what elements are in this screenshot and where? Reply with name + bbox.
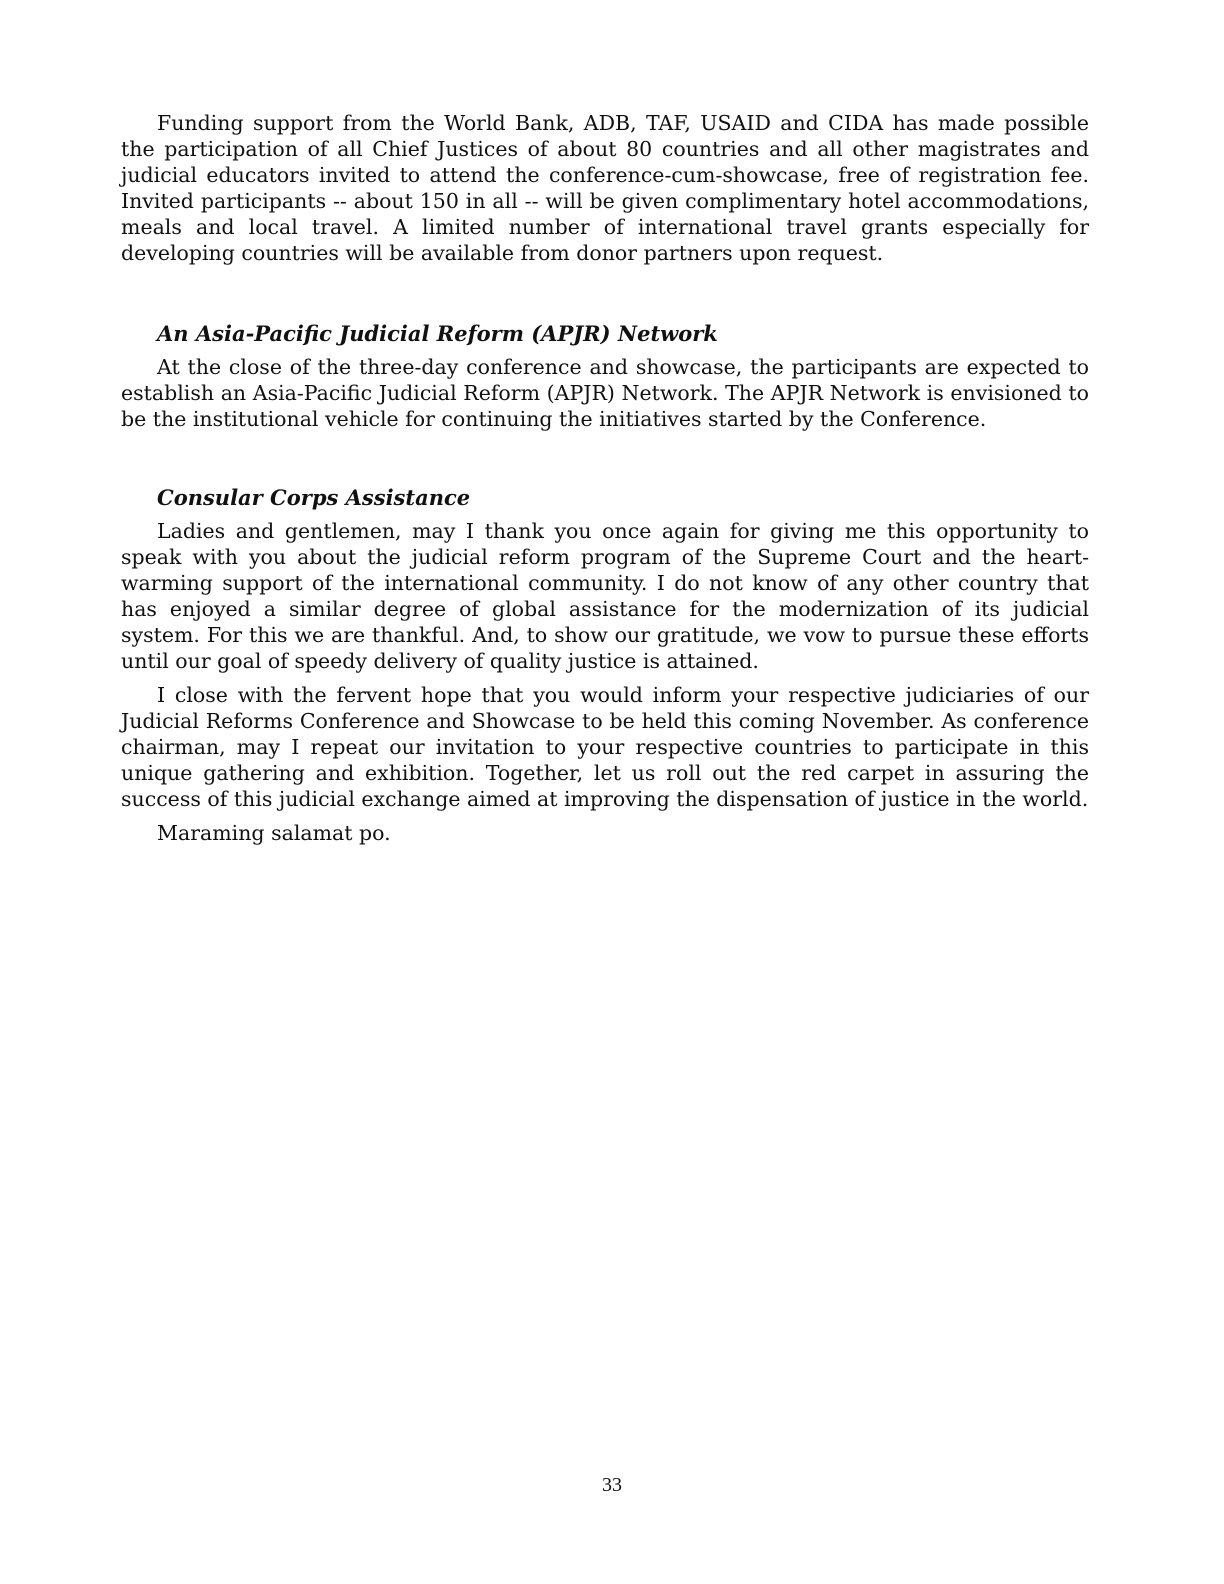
document-body — [121, 110, 1089, 846]
paragraph-thanks: Maraming salamat po. — [157, 821, 391, 845]
heading-apjr-network: An Asia-Pacific Judicial Reform (APJR) Network — [157, 321, 718, 346]
paragraph-closing: I close with the fervent hope that you would inform your respective judiciaries of our Judicial Reforms Conference and Showcase to be held this coming November. As conference chairman, may I repeat our invitation to your respective countries to participate in this unique gathering and exhibition. Together, let us roll out the red carpet in assuring the success of this judicial exchange aimed at improving the dispensation of justice in the world. — [121, 683, 1089, 811]
paragraph-apjr-network: At the close of the three-day conference and showcase, the participants are expected to establish an Asia-Pacific Judicial Reform (APJR) Network. The APJR Network is envisioned to be the institutional vehicle for continuing the initiatives started by the Conference. — [121, 355, 1089, 431]
paragraph-funding: Funding support from the World Bank, ADB, TAF, USAID and CIDA has made possible the participation of all Chief Justices of about 80 countries and all other magistrates and judicial educators invited to attend the conference-cum-showcase, free of registration fee. Invited participants -- about 150 in all -- will be given complimentary hotel accommodations, meals and local travel. A limited number of international travel grants especially for developing countries will be available from donor partners upon request. — [121, 111, 1089, 265]
heading-consular-corps: Consular Corps Assistance — [157, 485, 471, 510]
paragraph-consular-corps: Ladies and gentlemen, may I thank you once again for giving me this opportunity to speak with you about the judicial reform program of the Supreme Court and the heart-warming support of the international community. I do not know of any other country that has enjoyed a similar degree of global assistance for the modernization of its judicial system. For this we are thankful. And, to show our gratitude, we vow to pursue these efforts until our goal of speedy delivery of quality justice is attained. — [121, 519, 1089, 673]
page-number: 33 — [602, 1474, 622, 1496]
